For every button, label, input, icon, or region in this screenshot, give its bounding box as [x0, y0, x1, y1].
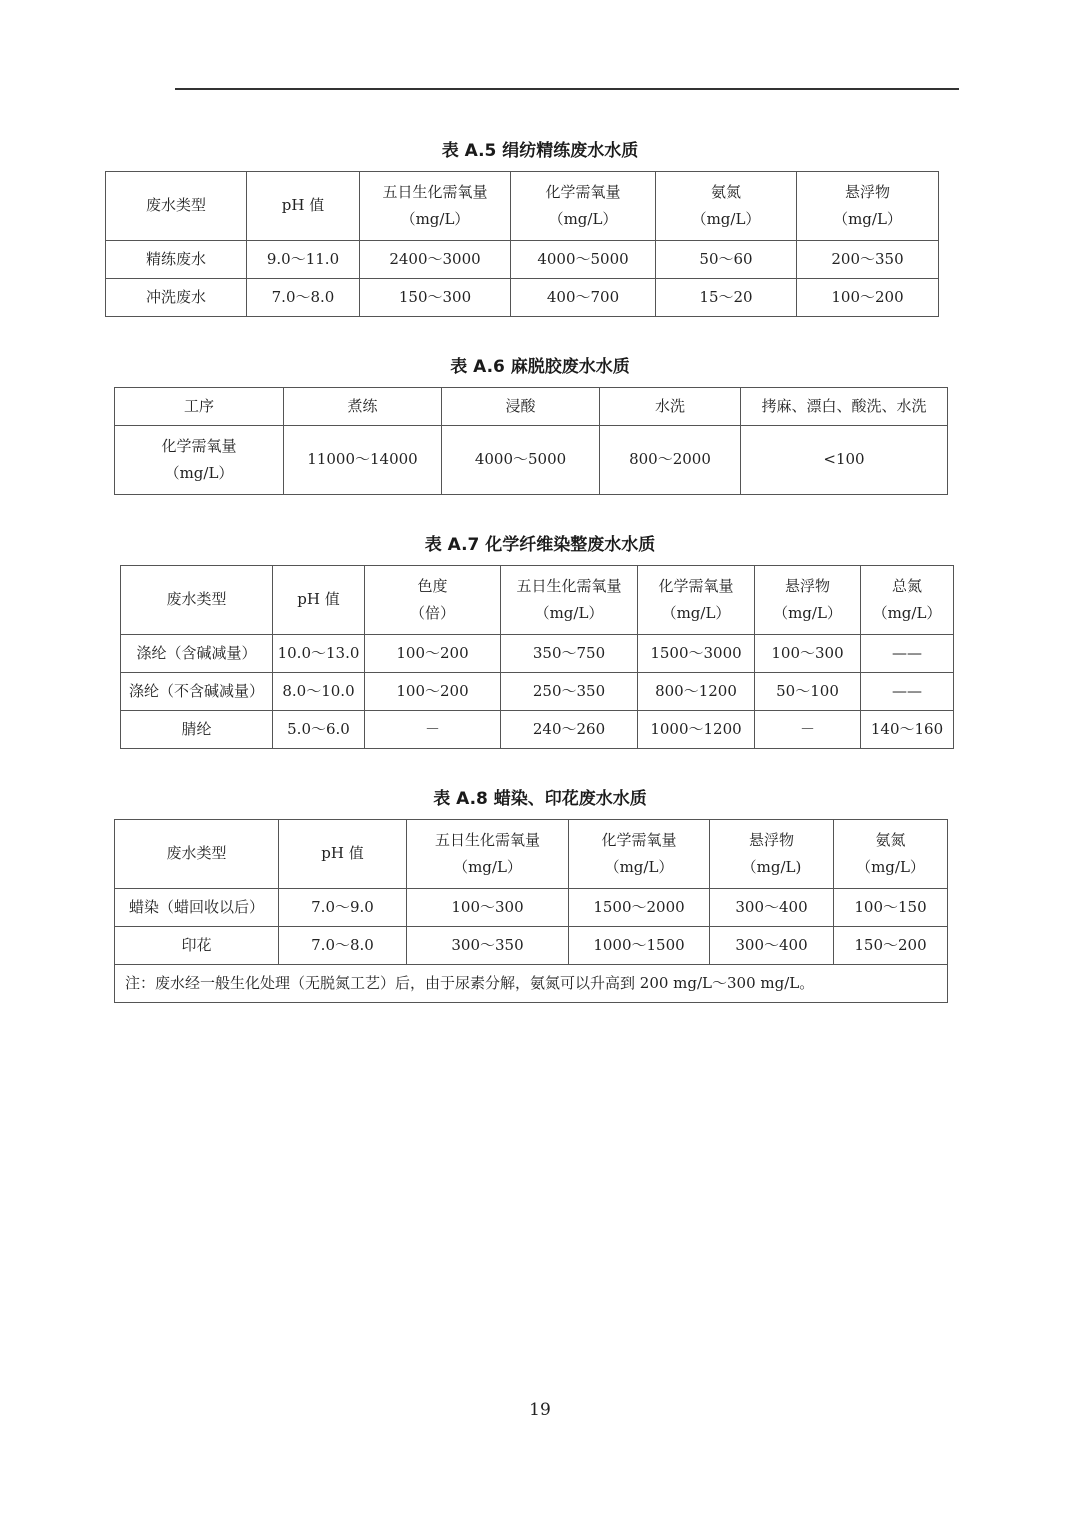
- table-cell: 涤纶（含碱减量）: [121, 635, 273, 673]
- table-cell: 4000～5000: [511, 241, 656, 279]
- table-cell: 800～1200: [638, 673, 755, 711]
- header-cell: 工序: [115, 388, 284, 426]
- header-cell: 化学需氧量 （mg/L）: [569, 820, 710, 889]
- table-cell: 4000～5000: [442, 426, 600, 495]
- table-row: [115, 927, 948, 965]
- header-cell: 五日生化需氧量 （mg/L）: [360, 172, 511, 241]
- table-header-row: [115, 820, 948, 889]
- header-cell: 五日生化需氧量 （mg/L）: [407, 820, 569, 889]
- table-cell: 1000～1500: [569, 927, 710, 965]
- table-cell: 300～350: [407, 927, 569, 965]
- table-cell: <100: [741, 426, 948, 495]
- table-cell: 9.0～11.0: [247, 241, 360, 279]
- table-cell: －: [755, 711, 861, 749]
- table-row: [115, 889, 948, 927]
- table-cell: 10.0～13.0: [273, 635, 365, 673]
- table-a5: [105, 171, 939, 317]
- table-cell: 100～200: [365, 673, 501, 711]
- header-cell: pH 值: [247, 172, 360, 241]
- table-cell: 蜡染（蜡回收以后）: [115, 889, 279, 927]
- table-cell: 1000～1200: [638, 711, 755, 749]
- table-cell: 7.0～8.0: [279, 927, 407, 965]
- table-note: 注：废水经一般生化处理（无脱氮工艺）后，由于尿素分解，氨氮可以升高到 200 mg/L～300 mg/L。: [115, 965, 948, 1003]
- table-cell: 100～200: [365, 635, 501, 673]
- table-cell: 腈纶: [121, 711, 273, 749]
- header-cell: 废水类型: [121, 566, 273, 635]
- table-a7: [120, 565, 954, 749]
- table-a6: [114, 387, 948, 495]
- header-cell: 五日生化需氧量 （mg/L）: [501, 566, 638, 635]
- header-cell: 拷麻、漂白、酸洗、水洗: [741, 388, 948, 426]
- table-cell: 200～350: [797, 241, 939, 279]
- table-cell: 涤纶（不含碱减量）: [121, 673, 273, 711]
- table-cell: 150～200: [834, 927, 948, 965]
- table-header-row: [121, 566, 954, 635]
- table-cell: 7.0～9.0: [279, 889, 407, 927]
- header-cell: 氨氮 （mg/L）: [834, 820, 948, 889]
- table-cell: 100～300: [407, 889, 569, 927]
- header-rule: [175, 88, 959, 90]
- table-cell: 50～60: [656, 241, 797, 279]
- table-row: [115, 426, 948, 495]
- table-cell: 1500～2000: [569, 889, 710, 927]
- table-cell: 印花: [115, 927, 279, 965]
- header-cell: 化学需氧量 （mg/L）: [511, 172, 656, 241]
- table-cell: 50～100: [755, 673, 861, 711]
- table-note-row: [115, 965, 948, 1003]
- table-cell: 15～20: [656, 279, 797, 317]
- header-cell: 悬浮物 （mg/L）: [755, 566, 861, 635]
- row-label-cell: 化学需氧量 （mg/L）: [115, 426, 284, 495]
- table-cell: 100～200: [797, 279, 939, 317]
- table-cell: 150～300: [360, 279, 511, 317]
- table-cell: 冲洗废水: [106, 279, 247, 317]
- table-cell: 350～750: [501, 635, 638, 673]
- table-cell: 2400～3000: [360, 241, 511, 279]
- header-cell: 化学需氧量 （mg/L）: [638, 566, 755, 635]
- header-cell: pH 值: [273, 566, 365, 635]
- table-cell: 100～150: [834, 889, 948, 927]
- table-a8-caption: 表 A.8 蜡染、印花废水水质: [433, 789, 647, 809]
- table-header-row: [106, 172, 939, 241]
- table-cell: 800～2000: [600, 426, 741, 495]
- table-cell: 300～400: [710, 889, 834, 927]
- page-number: 19: [529, 1400, 551, 1420]
- header-cell: 废水类型: [106, 172, 247, 241]
- header-cell: 废水类型: [115, 820, 279, 889]
- header-cell: 煮练: [284, 388, 442, 426]
- table-a8: [114, 819, 948, 1003]
- table-row: [121, 673, 954, 711]
- table-a7-caption: 表 A.7 化学纤维染整废水水质: [424, 535, 656, 555]
- table-cell: 8.0～10.0: [273, 673, 365, 711]
- table-cell: 250～350: [501, 673, 638, 711]
- table-a6-caption: 表 A.6 麻脱胶废水水质: [450, 357, 630, 377]
- table-cell: 1500～3000: [638, 635, 755, 673]
- table-cell: ——: [861, 673, 954, 711]
- table-cell: 240～260: [501, 711, 638, 749]
- header-cell: 悬浮物 （mg/L）: [797, 172, 939, 241]
- table-cell: 300～400: [710, 927, 834, 965]
- header-cell: 总氮 （mg/L）: [861, 566, 954, 635]
- table-row: [106, 279, 939, 317]
- header-cell: 浸酸: [442, 388, 600, 426]
- table-row: [121, 635, 954, 673]
- table-cell: 400～700: [511, 279, 656, 317]
- table-cell: 11000～14000: [284, 426, 442, 495]
- table-cell: 7.0～8.0: [247, 279, 360, 317]
- header-cell: 色度 （倍）: [365, 566, 501, 635]
- table-cell: 精练废水: [106, 241, 247, 279]
- table-cell: 5.0～6.0: [273, 711, 365, 749]
- table-a5-caption: 表 A.5 绢纺精练废水水质: [441, 141, 639, 161]
- table-cell: ——: [861, 635, 954, 673]
- table-cell: 100～300: [755, 635, 861, 673]
- header-cell: pH 值: [279, 820, 407, 889]
- table-cell: 140～160: [861, 711, 954, 749]
- header-cell: 悬浮物 （mg/L): [710, 820, 834, 889]
- table-cell: －: [365, 711, 501, 749]
- table-row: [121, 711, 954, 749]
- header-cell: 氨氮 （mg/L）: [656, 172, 797, 241]
- table-header-row: [115, 388, 948, 426]
- table-row: [106, 241, 939, 279]
- header-cell: 水洗: [600, 388, 741, 426]
